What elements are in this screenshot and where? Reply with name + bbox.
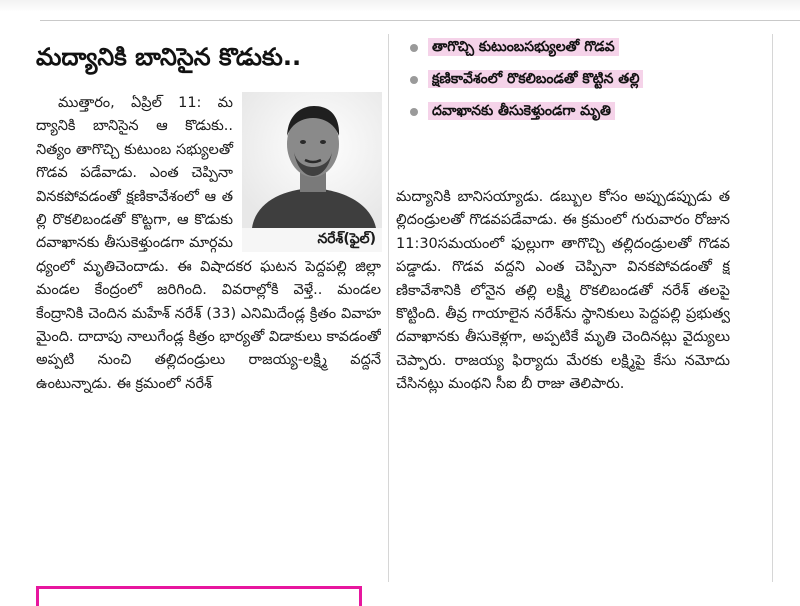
continuation-paragraph: మద్యానికి బానిసయ్యాడు. డబ్బుల కోసం అప్పుడప్పుడు తల్లిదండ్రులతో గొడవపడేవాడు. ఈ క్రమంలో గురువారం రోజున 11:30సమయంలో ఫుల్లుగా తాగొచ్చి తల్లిదండ్రులతో గొడవపడ్డాడు. గొడవ వద్దని ఎంత చెప్పినా వినకపోవడంతో క్షణికావేశానికి లోనైన తల్లి లక్ష్మి రొకలిబండతో నరేశ్ తలపై కొట్టింది. తీవ్ర గాయాలైన నరేశ్‌ను స్థానికులు పెద్దపల్లి ప్రభుత్వ దవాఖానకు తీసుకెళ్లగా, అప్పటికే మృతి చెందినట్లు వైద్యులు చెప్పారు. రాజయ్య ఫిర్యాదు మేరకు లక్ష్మిపై కేసు నమోదు చేసినట్లు మంథని సీఐ బీ రాజు తెలిపారు.	[396, 189, 730, 393]
lead-paragraph: ముత్తారం, ఏప్రిల్ 11: మద్యానికి బానిసైన ఆ కొడుకు.. నిత్యం తాగొచ్చి కుటుంబ సభ్యులతో గొడవ పడేవాడు. ఎంత చెప్పినా వినకపోవడంతో క్షణికావేశంలో ఆ తల్లి రొకలిబండతో కొట్టగా, ఆ కొడుకు దవాఖానకు తీసుకెళ్తుండగా మార్గమధ్యంలో మృతిచెందాడు. ఈ విషాదకర ఘటన పెద్దపల్లి జిల్లా మండల కేంద్రంలో జరిగింది. వివరాల్లోకి వెళ్తే.. మండల కేంద్రానికి చెందిన మహేశ్ నరేశ్ (33) ఎనిమిదేండ్ల క్రితం వివాహమైంది. దాదాపు నాలుగేండ్ల కిత్రం భార్యతో విడాకులు కావడంతో అప్పటి నుంచి తల్లిదండ్రులు రాజయ్య-లక్ష్మి వద్దనే ఉంటున్నాడు. ఈ క్రమంలో నరేశ్	[36, 95, 381, 392]
photo-caption: నరేశ్(ఫైల్)	[317, 231, 376, 247]
person-portrait-image	[242, 92, 382, 228]
highlight-item	[406, 68, 728, 91]
highlight-text: క్షణికావేశంలో రొకలిబండతో కొట్టిన తల్లి	[428, 70, 643, 88]
highlight-text: దవాఖానకు తీసుకెళ్తుండగా మృతి	[428, 102, 615, 120]
highlight-item	[406, 36, 728, 59]
highlight-text: తాగొచ్చి కుటుంబసభ్యులతో గొడవ	[428, 38, 619, 56]
portrait-photo	[242, 92, 382, 252]
highlight-item	[406, 100, 728, 123]
next-article-box-edge	[36, 586, 362, 606]
clipped-header-strip	[0, 0, 800, 12]
right-column	[396, 186, 730, 578]
column-divider	[388, 34, 389, 582]
top-divider	[40, 20, 800, 21]
right-column-divider	[772, 34, 773, 582]
highlights-list	[406, 36, 728, 123]
article-headline: మద్యానికి బానిసైన కొడుకు..	[36, 43, 302, 71]
